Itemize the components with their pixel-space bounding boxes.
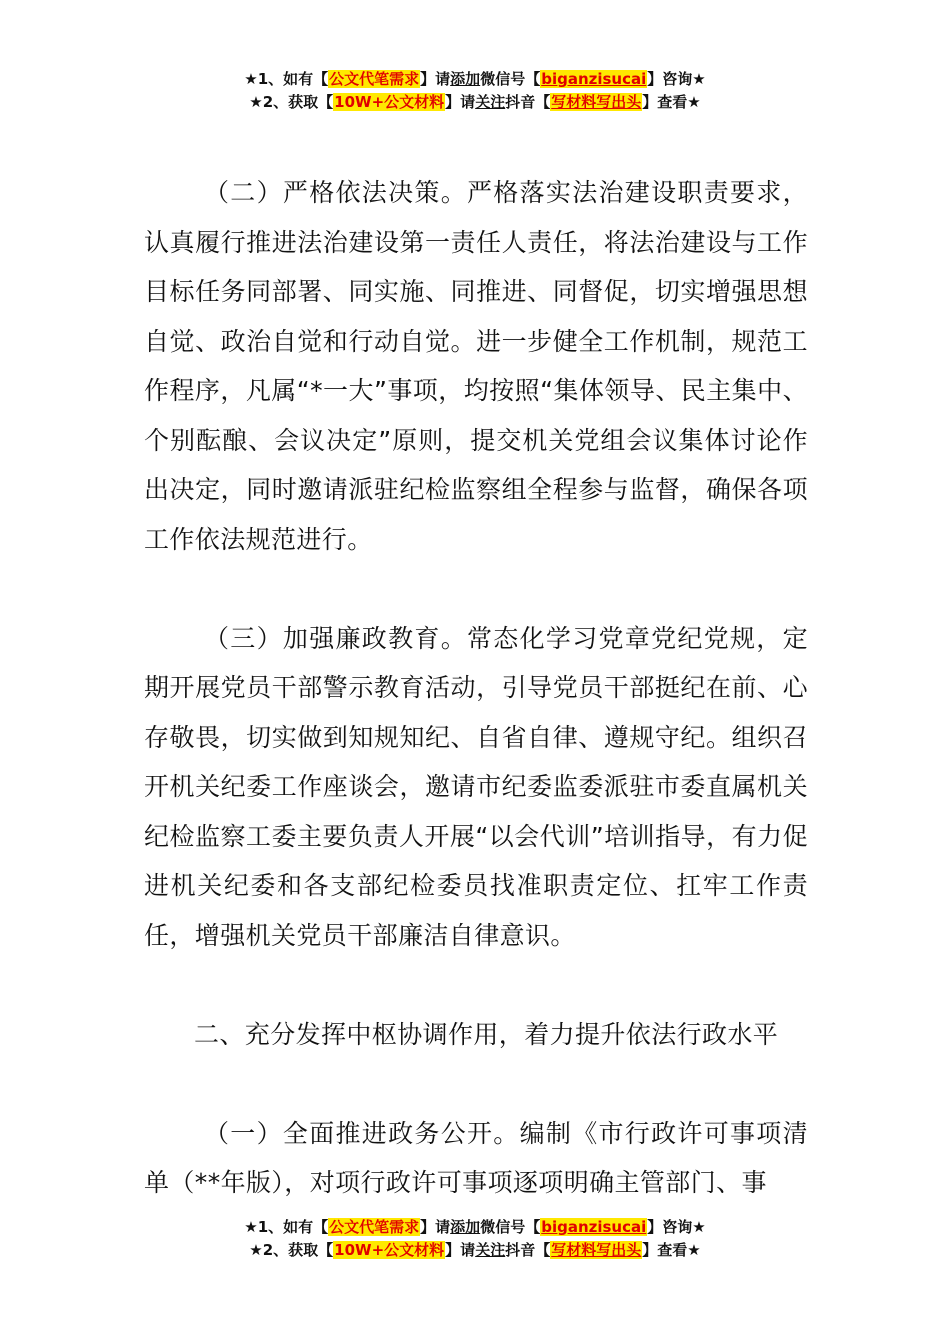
notice-text: 】查看 [642,93,688,111]
notice-text: 微信号【 [480,1218,541,1236]
notice-text: 抖音【 [505,1241,551,1259]
highlight-douyin-account[interactable]: 写材料写出头 [551,93,642,111]
notice-keyword: 关注 [475,93,506,111]
notice-line-2 [0,91,950,114]
star-icon: ★ [249,93,263,111]
highlight-douyin-account[interactable]: 写材料写出头 [551,1241,642,1259]
footer-notice [0,1216,950,1262]
notice-keyword: 添加 [450,1218,481,1236]
star-icon: ★ [687,1241,701,1259]
section-heading-2: 二、充分发挥中枢协调作用，着力提升依法行政水平 [194,1019,779,1049]
paragraph-spacer [144,960,808,1010]
notice-text: 微信号【 [480,70,541,88]
star-icon: ★ [244,1218,258,1236]
star-icon: ★ [687,93,701,111]
highlight-wechat-id[interactable]: biganzisucai [541,70,647,88]
notice-text: 2、获取【 [262,93,334,111]
paragraph-integrity-education: （三）加强廉政教育。常态化学习党章党纪党规，定期开展党员干部警示教育活动，引导党员干部挺纪在前、心存敬畏，切实做到知规知纪、自省自律、遵规守纪。组织召开机关纪委工作座谈会，邀请市纪委监委派驻市委直属机关纪检监察工委主要负责人开展“以会代训”培训指导，有力促进机关纪委和各支部纪检委员找准职责定位、扛牢工作责任，增强机关党员干部廉洁自律意识。 [144,623,808,950]
star-icon: ★ [692,70,706,88]
document-body [144,168,808,1208]
notice-text: 】请 [420,1218,451,1236]
notice-text: 1、如有【 [257,70,329,88]
highlight-materials: 10W+公文材料 [334,93,445,111]
notice-text: 】查看 [642,1241,688,1259]
notice-text: 1、如有【 [257,1218,329,1236]
star-icon: ★ [244,70,258,88]
notice-text: 】请 [445,1241,476,1259]
highlight-service: 公文代笔需求 [329,70,420,88]
paragraph-government-affairs-disclosure: （一）全面推进政务公开。编制《市行政许可事项清单（**年版），对项行政许可事项逐项明确主管部门、事 [144,1118,808,1197]
notice-text: 】请 [445,93,476,111]
highlight-service: 公文代笔需求 [329,1218,420,1236]
notice-text: 】咨询 [647,70,693,88]
highlight-wechat-id[interactable]: biganzisucai [541,1218,647,1236]
notice-text: 】请 [420,70,451,88]
star-icon: ★ [249,1241,263,1259]
paragraph-strict-lawful-decision: （二）严格依法决策。严格落实法治建设职责要求，认真履行推进法治建设第一责任人责任，将法治建设与工作目标任务同部署、同实施、同推进、同督促，切实增强思想自觉、政治自觉和行动自觉。进一步健全工作机制，规范工作程序，凡属“*一大”事项，均按照“集体领导、民主集中、个别酝酿、会议决定”原则，提交机关党组会议集体讨论作出决定，同时邀请派驻纪检监察组全程参与监督，确保各项工作依法规范进行。 [144,178,808,554]
notice-keyword: 添加 [450,70,481,88]
notice-text: 】咨询 [647,1218,693,1236]
notice-line-1 [0,1216,950,1239]
header-notice [0,68,950,114]
paragraph-spacer [144,564,808,614]
notice-text: 抖音【 [505,93,551,111]
highlight-materials: 10W+公文材料 [334,1241,445,1259]
notice-line-1 [0,68,950,91]
notice-keyword: 关注 [475,1241,506,1259]
notice-line-2 [0,1239,950,1262]
paragraph-spacer [144,1059,808,1109]
notice-text: 2、获取【 [262,1241,334,1259]
star-icon: ★ [692,1218,706,1236]
